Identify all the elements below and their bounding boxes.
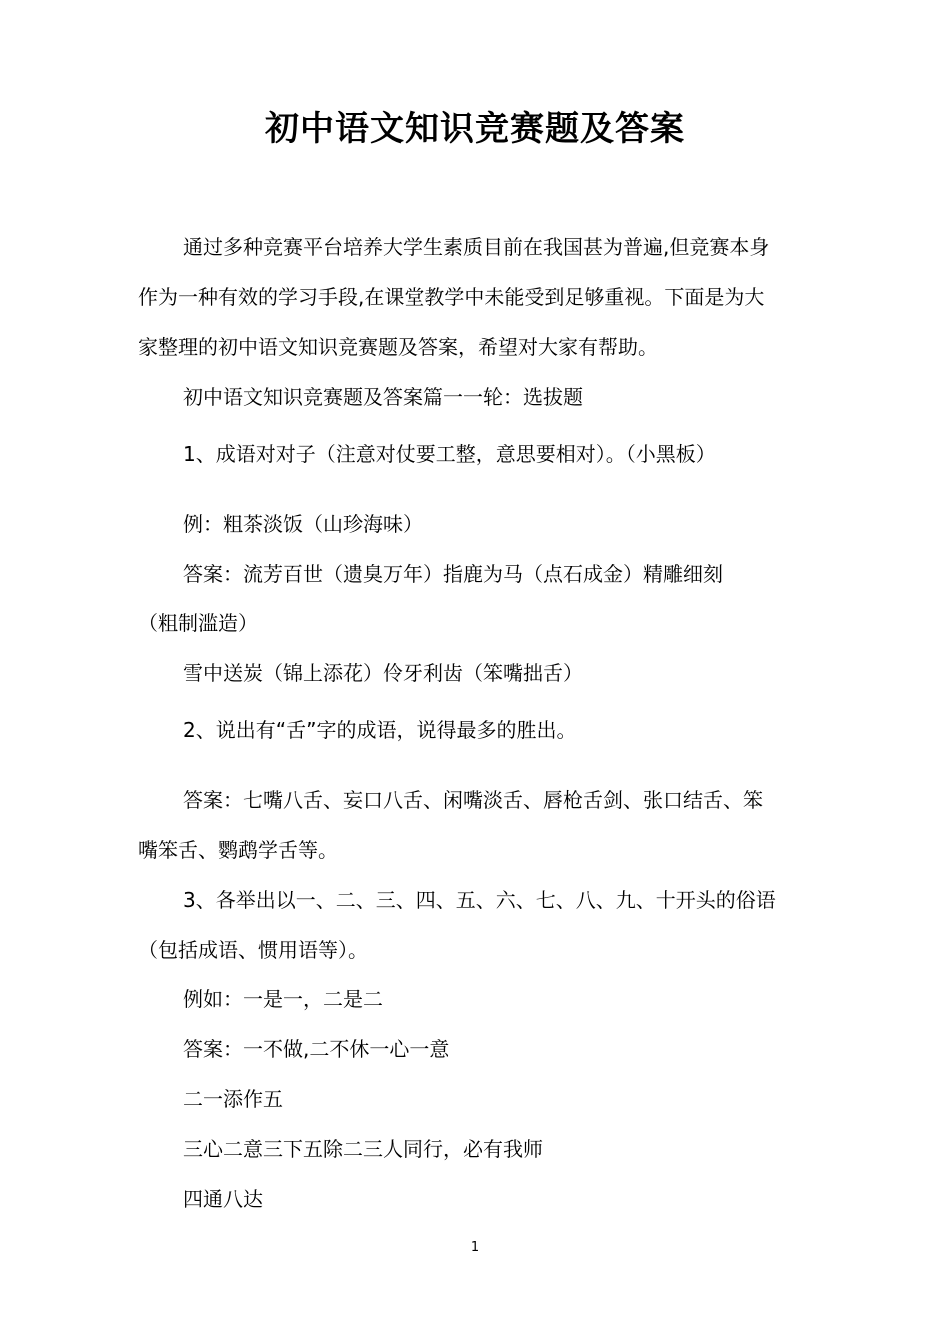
section-heading: 初中语文知识竞赛题及答案篇一一轮：选拔题 (183, 385, 583, 409)
question-2-answer-line-1: 答案：七嘴八舌、妄口八舌、闲嘴淡舌、唇枪舌剑、张口结舌、笨 (183, 788, 763, 812)
question-3-answer-line-3: 三心二意三下五除二三人同行，必有我师 (183, 1137, 543, 1161)
intro-line-2: 作为一种有效的学习手段,在课堂教学中未能受到足够重视。下面是为大 (138, 285, 765, 309)
question-3-example: 例如：一是一，二是二 (183, 987, 383, 1011)
question-3-line-2: （包括成语、惯用语等）。 (138, 938, 368, 962)
intro-line-1: 通过多种竞赛平台培养大学生素质目前在我国甚为普遍,但竞赛本身 (183, 235, 770, 259)
question-1-answer-line-1: 答案：流芳百世（遗臭万年）指鹿为马（点石成金）精雕细刻 (183, 562, 723, 586)
question-1-answer-line-2: （粗制滥造） (138, 611, 258, 635)
question-3-line-1: 3、各举出以一、二、三、四、五、六、七、八、九、十开头的俗语 (183, 888, 776, 912)
question-1-answer-line-3: 雪中送炭（锦上添花）伶牙利齿（笨嘴拙舌） (183, 661, 583, 685)
question-2: 2、说出有“舌”字的成语，说得最多的胜出。 (183, 718, 577, 742)
document-title: 初中语文知识竞赛题及答案 (265, 109, 685, 149)
intro-line-3: 家整理的初中语文知识竞赛题及答案，希望对大家有帮助。 (138, 335, 658, 359)
question-1: 1、成语对对子（注意对仗要工整，意思要相对）。（小黑板） (183, 442, 716, 466)
question-3-answer-line-4: 四通八达 (183, 1187, 263, 1211)
question-3-answer-line-2: 二一添作五 (183, 1087, 283, 1111)
question-3-answer-line-1: 答案：一不做,二不休一心一意 (183, 1037, 450, 1061)
question-1-example: 例：粗茶淡饭（山珍海味） (183, 512, 423, 536)
question-2-answer-line-2: 嘴笨舌、鹦鹉学舌等。 (138, 838, 338, 862)
page-number: 1 (470, 1240, 480, 1255)
